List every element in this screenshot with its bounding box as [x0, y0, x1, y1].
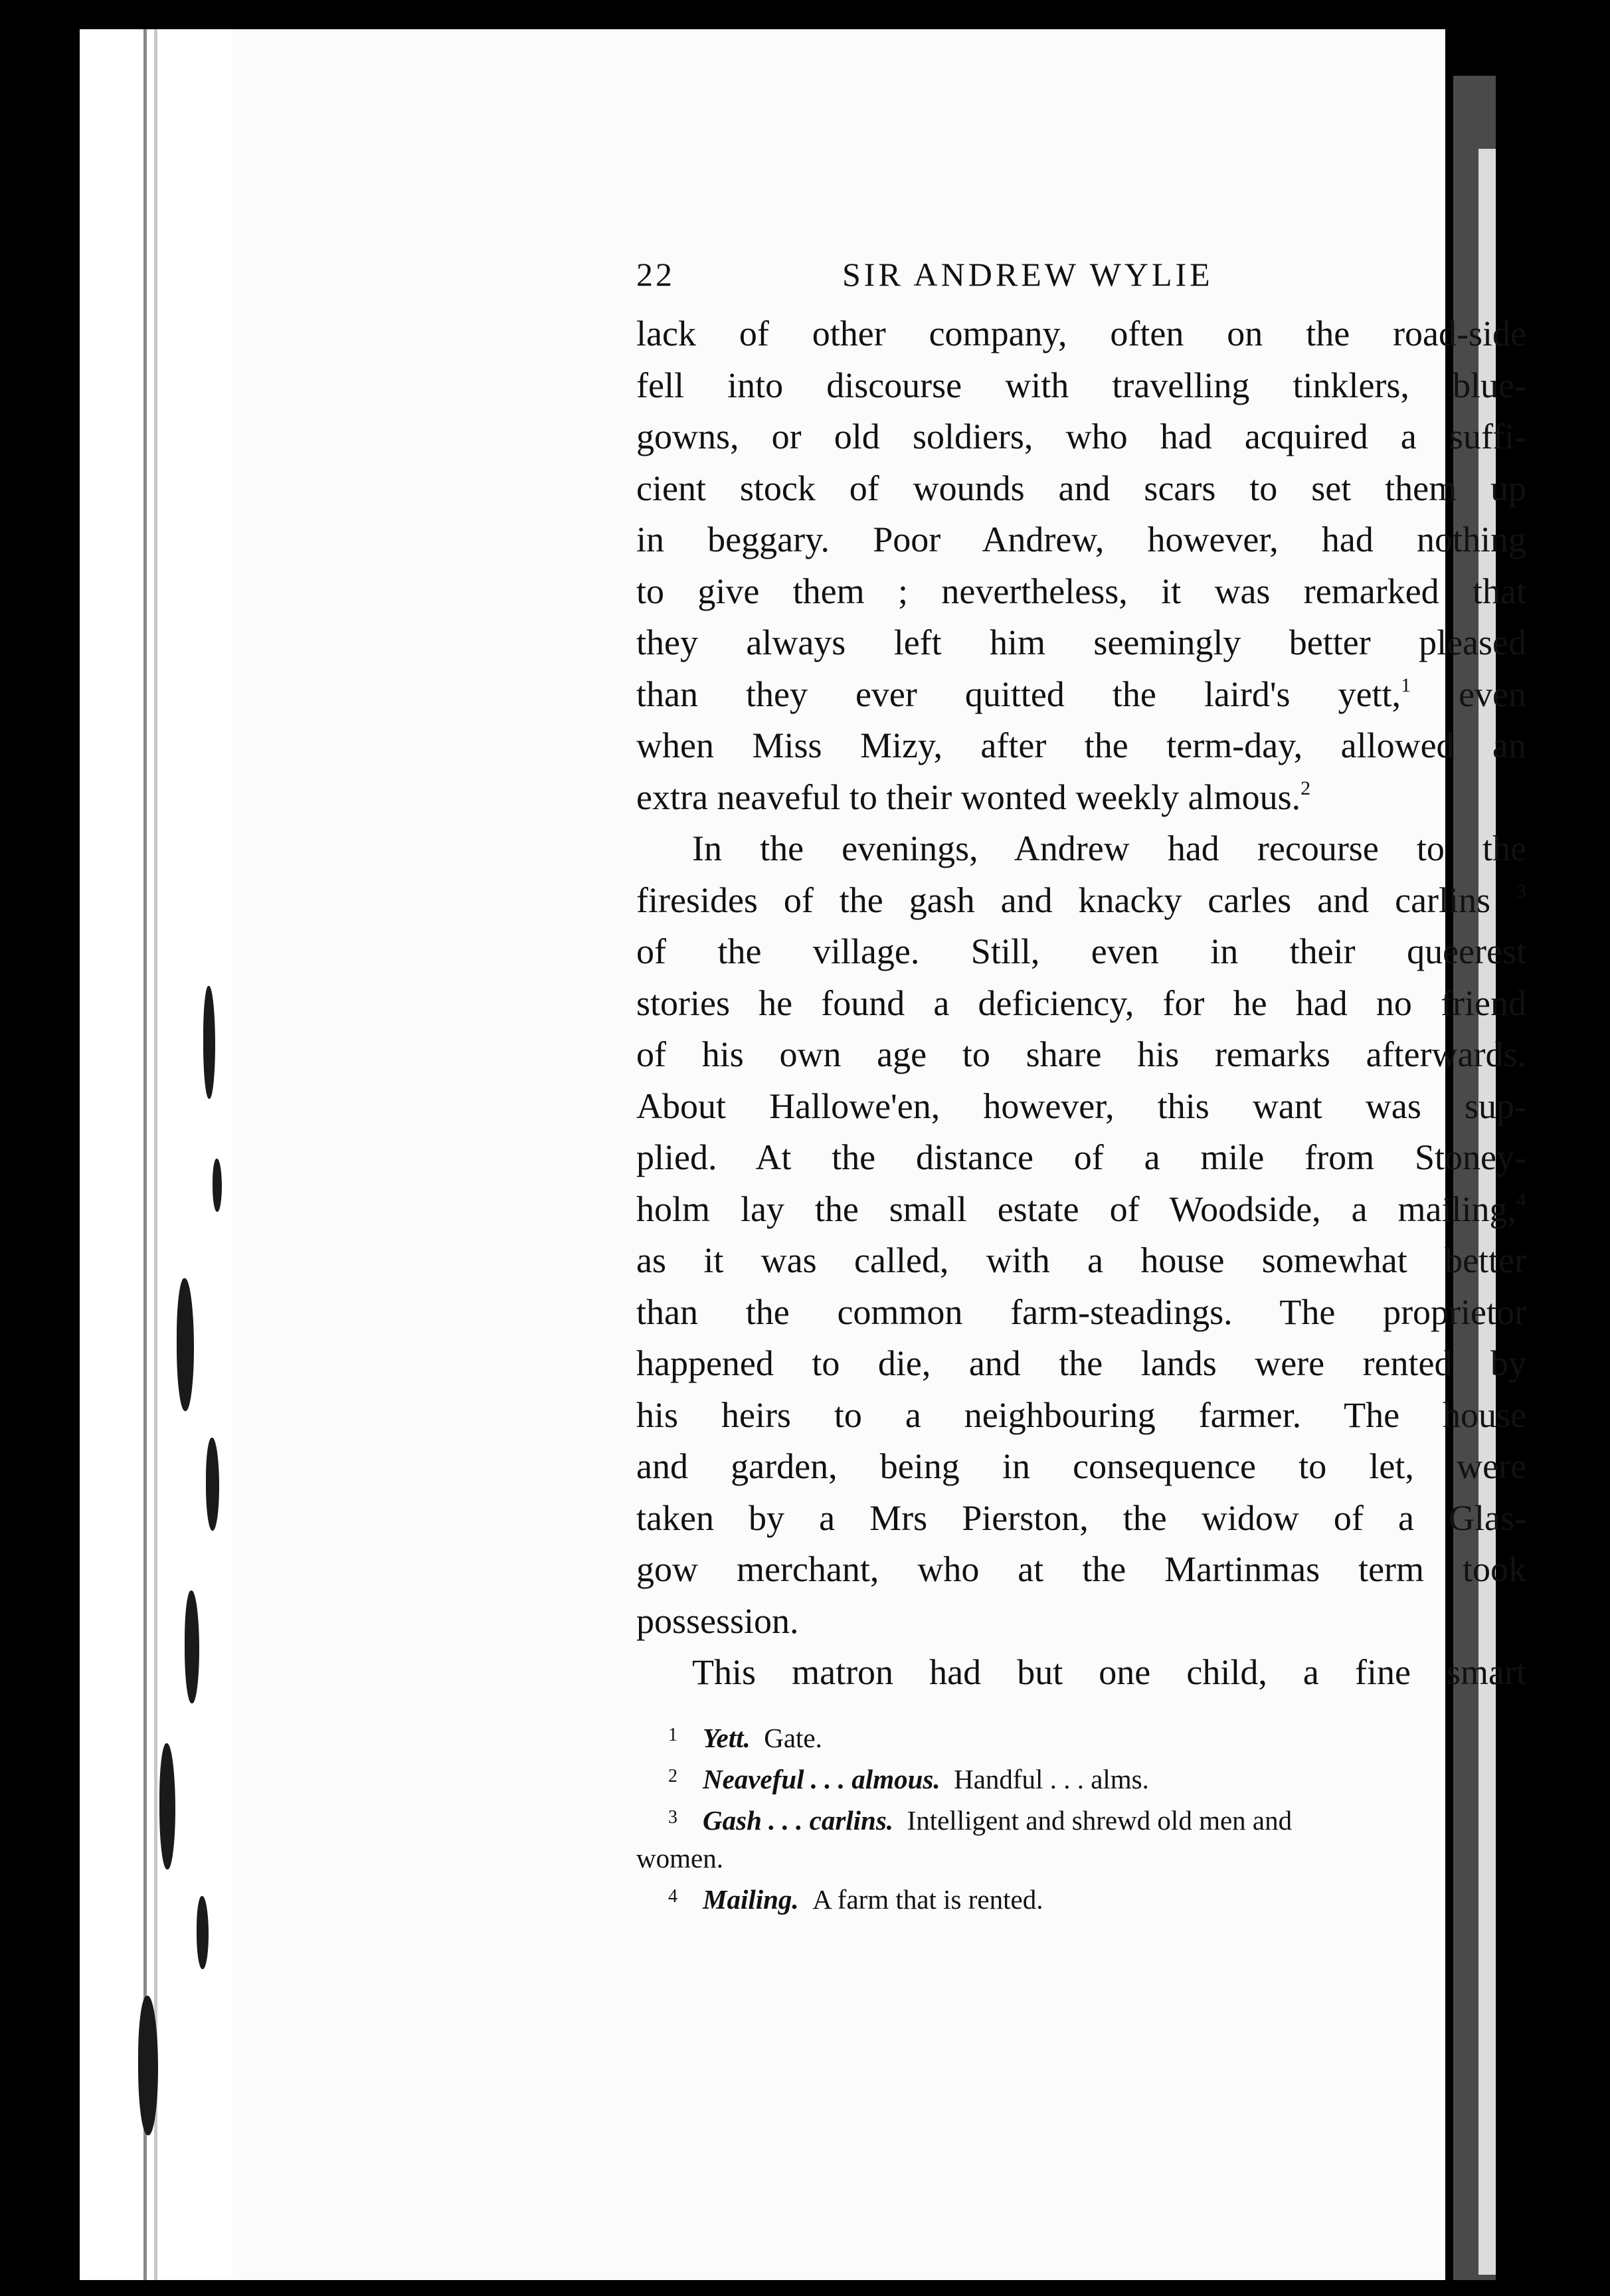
- binding-line: [154, 29, 157, 2280]
- text-line: This matron had but one child, a fine smart: [692, 1652, 1526, 1692]
- text-line: plied. At the distance of a mile from Stoney-: [636, 1137, 1526, 1177]
- text-line: than the common farm-steadings. The proprietor: [636, 1292, 1526, 1332]
- paper-tear-mark: [159, 1743, 175, 1869]
- text-line: to give them ; nevertheless, it was remarked that: [636, 571, 1526, 611]
- paper-tear-mark: [185, 1590, 199, 1703]
- page-number: 22: [636, 256, 675, 293]
- paper-tear-mark: [206, 1438, 219, 1531]
- text-line: [636, 1184, 1526, 1236]
- scanned-page: [80, 29, 1528, 2280]
- footnote-number: 4: [668, 1885, 677, 1907]
- footnote: [636, 1757, 1526, 1798]
- footnote-number: 3: [668, 1806, 677, 1828]
- binding-line: [143, 29, 147, 2280]
- text-line: happened to die, and the lands were rented by: [636, 1343, 1526, 1383]
- paper-tear-mark: [203, 986, 215, 1099]
- body-text: [636, 308, 1526, 1699]
- paper-tear-mark: [177, 1278, 194, 1411]
- text-line: gow merchant, who at the Martinmas term took: [636, 1549, 1526, 1589]
- footnote-gloss: Gate.: [764, 1722, 822, 1753]
- paper-tear-mark: [197, 1896, 209, 1969]
- text-line: of his own age to share his remarks afterwards.: [636, 1034, 1526, 1074]
- footnote-number: 2: [668, 1765, 677, 1786]
- footnote-gloss: Intelligent and shrewd old men and: [907, 1804, 1293, 1836]
- text-line: gowns, or old soldiers, who had acquired a suffi-: [636, 417, 1526, 456]
- footnote-term: Neaveful . . . almous.: [703, 1763, 940, 1794]
- footnote-ref: 2: [1300, 777, 1311, 799]
- footnote-term: Gash . . . carlins.: [703, 1804, 894, 1836]
- text-line: in beggary. Poor Andrew, however, had nothing: [636, 520, 1526, 559]
- text-line: fell into discourse with travelling tinklers, blue-: [636, 365, 1526, 405]
- footnote-ref: 1: [1401, 674, 1411, 696]
- text-block: [636, 242, 1526, 1919]
- footnote-term: Yett.: [703, 1722, 751, 1753]
- text-line: of the village. Still, even in their queerest: [636, 931, 1526, 971]
- footnote-term: Mailing.: [703, 1883, 799, 1915]
- text-line: About Hallowe'en, however, this want was sup-: [636, 1086, 1526, 1126]
- footnote-gloss: Handful . . . alms.: [954, 1763, 1149, 1794]
- page-binding-edge: [80, 29, 232, 2280]
- text-segment: extra neaveful to their wonted weekly almous.: [636, 777, 1301, 817]
- text-line: when Miss Mizy, after the term-day, allowed an: [636, 725, 1526, 765]
- text-line: taken by a Mrs Pierston, the widow of a Glas-: [636, 1497, 1526, 1538]
- footnote-gloss: A farm that is rented.: [812, 1883, 1043, 1915]
- text-line: and garden, being in consequence to let, were: [636, 1446, 1526, 1486]
- text-line: as it was called, with a house somewhat better: [636, 1240, 1526, 1280]
- paper-tear-mark: [213, 1159, 222, 1212]
- text-segment: even: [1411, 674, 1527, 714]
- text-line: [636, 669, 1526, 721]
- running-title: SIR ANDREW WYLIE: [842, 256, 1213, 293]
- footnotes: [636, 1716, 1526, 1919]
- text-line: In the evenings, Andrew had recourse to the: [692, 828, 1526, 868]
- footnote-number: 1: [668, 1724, 677, 1745]
- footnote-continuation: women.: [636, 1842, 723, 1873]
- text-line: [636, 875, 1526, 927]
- footnote-ref: 3: [1516, 880, 1526, 902]
- text-line: lack of other company, often on the road-side: [636, 314, 1526, 353]
- text-line: stories he found a deficiency, for he had no friend: [636, 983, 1526, 1023]
- running-head: [636, 242, 1526, 302]
- footnote: [636, 1877, 1526, 1919]
- text-line: cient stock of wounds and scars to set them up: [636, 468, 1526, 508]
- text-segment: holm lay the small estate of Woodside, a mailing,: [636, 1189, 1516, 1229]
- text-line: they always left him seemingly better pleased: [636, 622, 1526, 662]
- text-line: his heirs to a neighbouring farmer. The house: [636, 1394, 1526, 1435]
- footnote: [636, 1798, 1526, 1840]
- text-segment: firesides of the gash and knacky carles and carlins: [636, 880, 1491, 920]
- text-line: [636, 772, 1526, 824]
- text-line: possession.: [636, 1600, 799, 1641]
- text-segment: than they ever quitted the laird's yett,: [636, 674, 1401, 714]
- footnote-ref: 4: [1516, 1189, 1526, 1211]
- footnote: [636, 1716, 1526, 1757]
